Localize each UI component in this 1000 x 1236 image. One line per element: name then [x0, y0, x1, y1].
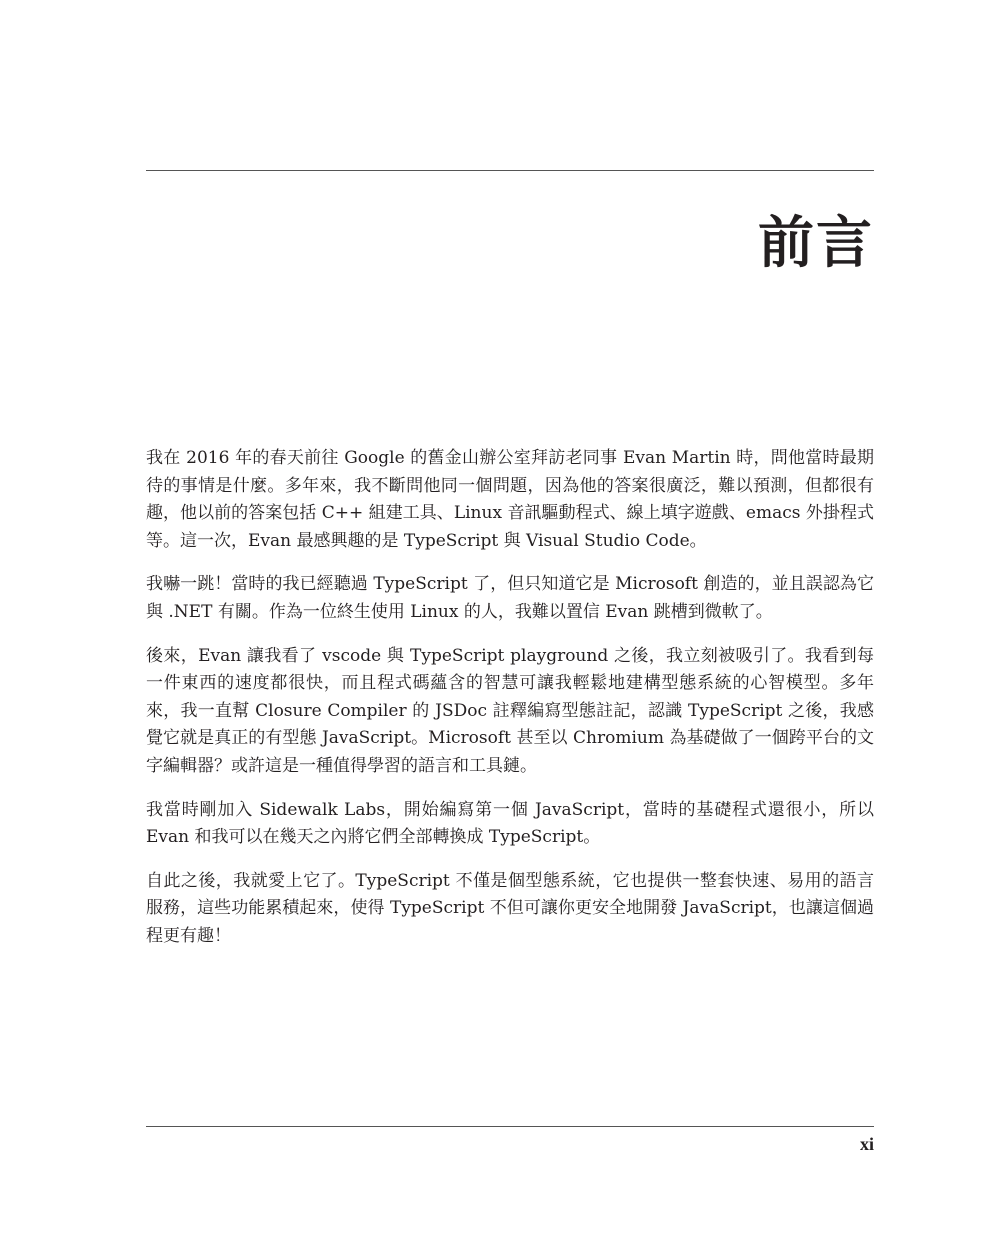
header-rule — [146, 170, 874, 171]
preface-body — [146, 445, 874, 967]
page-number: xi — [859, 1134, 874, 1154]
paragraph-4: 我當時剛加入 Sidewalk Labs，開始編寫第一個 JavaScript，當時的基礎程式還很小，所以 Evan 和我可以在幾天之內將它們全部轉換成 TypeScript。 — [146, 799, 874, 848]
footer-rule — [146, 1126, 874, 1127]
paragraph-5: 自此之後，我就愛上它了。TypeScript 不僅是個型態系統，它也提供一整套快速、易用的語言服務，這些功能累積起來，使得 TypeScript 不但可讓你更安全地開發 JavaScript，也讓這個過程更有趣！ — [146, 870, 874, 946]
chapter-title: 前言 — [758, 211, 874, 276]
paragraph-2: 我嚇一跳！當時的我已經聽過 TypeScript 了，但只知道它是 Microsoft 創造的，並且誤認為它與 .NET 有關。作為一位終生使用 Linux 的人，我難以置信 Evan 跳槽到微軟了。 — [146, 574, 874, 622]
paragraph-3: 後來，Evan 讓我看了 vscode 與 TypeScript playground 之後，我立刻被吸引了。我看到每一件東西的速度都很快，而且程式碼蘊含的智慧可讓我輕鬆地建構型態系統的心智模型。多年來，我一直幫 Closure Compiler 的 JSDoc 註釋編寫型態註記，認識 TypeScript 之後，我感覺它就是真正的有型態 JavaScript。Microsoft 甚至以 Chromium 為基礎做了一個跨平台的文字編輯器？或許這是一種值得學習的語言和工具鏈。 — [146, 645, 874, 776]
paragraph-1: 我在 2016 年的春天前往 Google 的舊金山辦公室拜訪老同事 Evan Martin 時，問他當時最期待的事情是什麼。多年來，我不斷問他同一個問題，因為他的答案很廣泛，難以預測，但都很有趣，他以前的答案包括 C++ 組建工具、Linux 音訊驅動程式、線上填字遊戲、emacs 外掛程式等。這一次，Evan 最感興趣的是 TypeScript 與 Visual Studio Code。 — [146, 448, 874, 551]
